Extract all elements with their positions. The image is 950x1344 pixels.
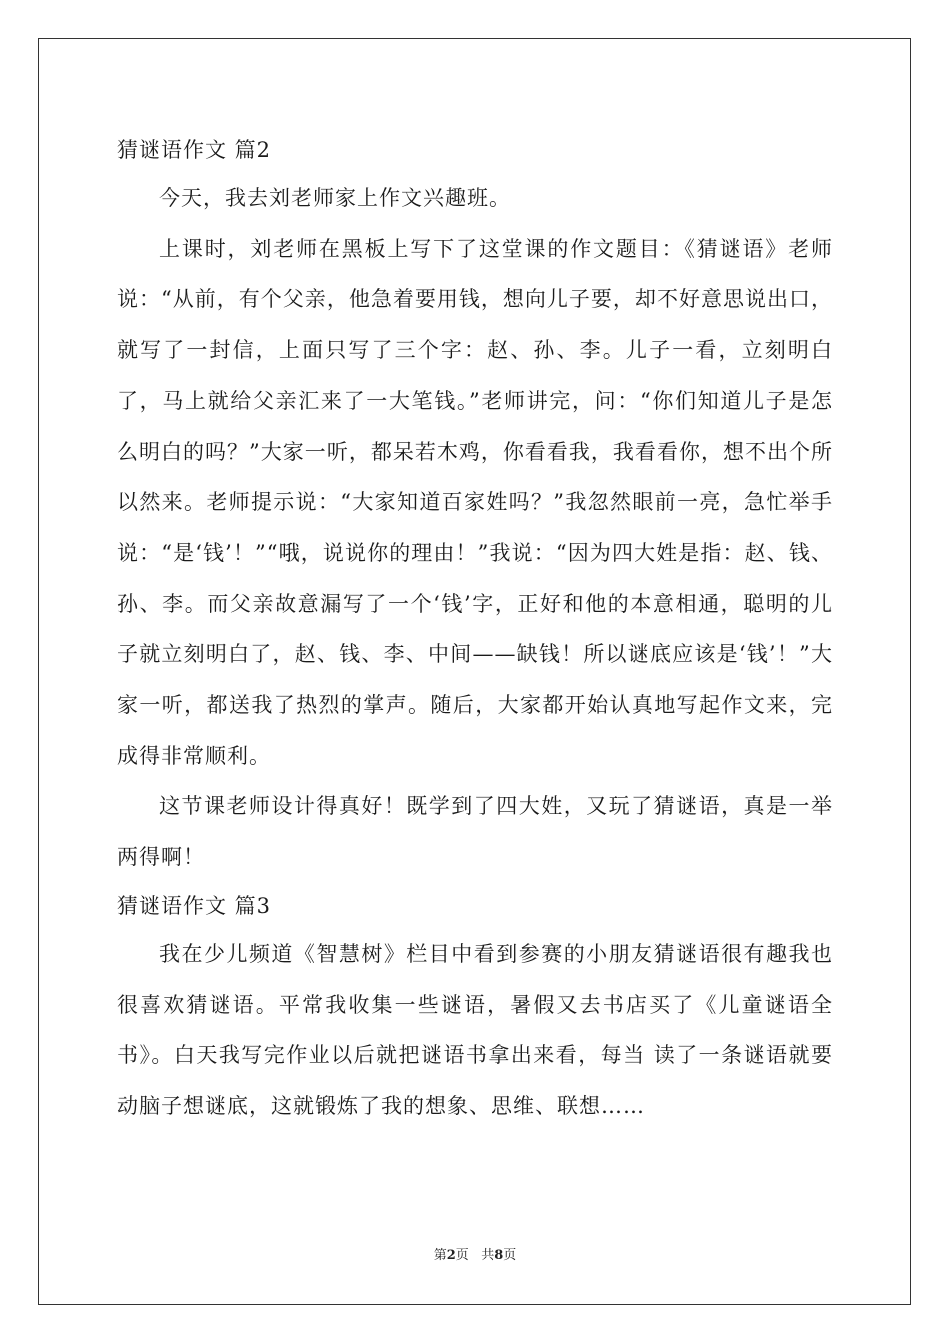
footer-page-suffix: 页: [455, 1248, 469, 1263]
total-pages: 8: [494, 1248, 504, 1263]
paragraph: 今天，我去刘老师家上作文兴趣班。: [159, 186, 511, 210]
page-number: 2: [446, 1248, 456, 1263]
section-heading: 猜谜语作文 篇3: [117, 893, 272, 918]
page-footer: [0, 1246, 950, 1266]
footer-prefix: 第: [433, 1248, 447, 1263]
footer-total-prefix: 共: [481, 1248, 495, 1263]
document-body: [117, 127, 833, 1132]
paragraph: 这节课老师设计得真好！既学到了四大姓，又玩了猜谜语，真是一举两得啊！: [117, 794, 833, 870]
section-heading: 猜谜语作文 篇2: [117, 138, 272, 162]
paragraph: 我在少儿频道《智慧树》栏目中看到参赛的小朋友猜谜语很有趣我也很喜欢猜谜语。平常我收集一些谜语，暑假又去书店买了《儿童谜语全书》。白天我写完作业以后就把谜语书拿出来看，每当 读了一条谜语就要动脑子想谜底，这就锻炼了我的想象、思维、联想……: [117, 941, 833, 1118]
footer-total-suffix: 页: [503, 1248, 517, 1263]
paragraph: 上课时，刘老师在黑板上写下了这堂课的作文题目：《猜谜语》老师说：“从前，有个父亲，他急着要用钱，想向儿子要，却不好意思说出口，就写了一封信，上面只写了三个字：赵、孙、李。儿子一看，立刻明白了，马上就给父亲汇来了一大笔钱。”老师讲完，问：“你们知道儿子是怎么明白的吗？”大家一听，都呆若木鸡，你看看我，我看看你，想不出个所以然来。老师提示说：“大家知道百家姓吗？”我忽然眼前一亮，急忙举手说：“是‘钱’！”“哦，说说你的理由！”我说：“因为四大姓是指：赵、钱、孙、李。而父亲故意漏写了一个‘钱’字，正好和他的本意相通，聪明的儿子就立刻明白了，赵、钱、李、中间——缺钱！所以谜底应该是‘钱’！”大家一听，都送我了热烈的掌声。随后，大家都开始认真地写起作文来，完成得非常顺利。: [117, 236, 833, 768]
